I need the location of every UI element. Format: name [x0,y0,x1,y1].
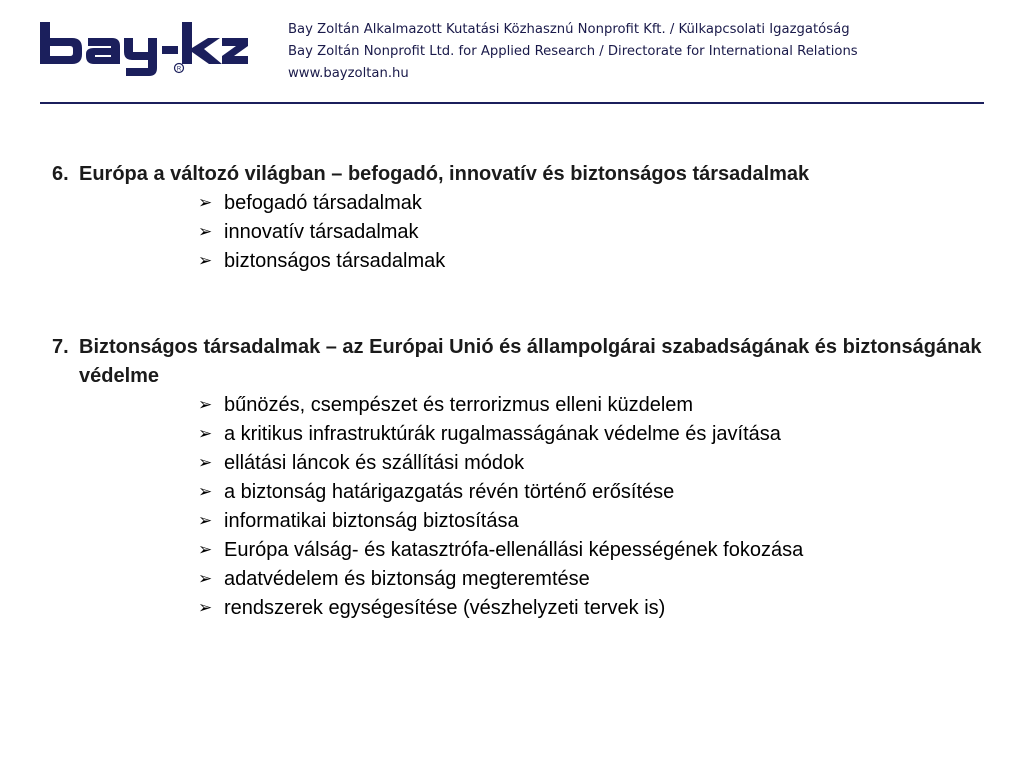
bay-zoltan-logo-mark [38,18,254,78]
arrow-bullet-icon: ➢ [198,193,213,213]
list-item-text: befogadó társadalmak [224,192,422,214]
arrow-bullet-icon: ➢ [198,511,213,531]
org-name-hu: Bay Zoltán Alkalmazott Kutatási Közhasznú Nonprofit Kft. / Külkapcsolati Igazgatóság [288,22,850,37]
bay-zoltan-logo [38,18,254,78]
section-spacer [52,276,1002,333]
list-item [198,478,1002,507]
section-7 [52,333,1002,623]
section-title: Európa a változó világban – befogadó, innovatív és biztonságos társadalmak [79,163,810,185]
svg-text:R: R [176,66,182,73]
org-website: www.bayzoltan.hu [288,66,409,81]
list-item [198,507,1002,536]
arrow-bullet-icon: ➢ [198,598,213,618]
organization-info [288,19,858,85]
list-item-text: ellátási láncok és szállítási módok [224,452,525,474]
arrow-bullet-icon: ➢ [198,540,213,560]
list-item-text: bűnözés, csempészet és terrorizmus elleni küzdelem [224,394,694,416]
arrow-bullet-icon: ➢ [198,424,213,444]
arrow-bullet-icon: ➢ [198,395,213,415]
list-item [198,420,1002,449]
section-heading [52,333,1002,391]
list-item [198,189,1002,218]
section-number: 7. [52,336,69,358]
section-number: 6. [52,163,69,185]
org-name-en: Bay Zoltán Nonprofit Ltd. for Applied Research / Directorate for International Relations [288,44,858,59]
list-item-text: biztonságos társadalmak [224,250,446,272]
list-item [198,565,1002,594]
list-item-text: a kritikus infrastruktúrák rugalmasságának védelme és javítása [224,423,781,445]
arrow-bullet-icon: ➢ [198,482,213,502]
section-title: Biztonságos társadalmak – az Európai Unió és állampolgárai szabadságának és biztonságának védelme [79,336,982,387]
bullet-list [52,391,1002,623]
section-heading [52,160,1002,189]
arrow-bullet-icon: ➢ [198,569,213,589]
list-item [198,449,1002,478]
list-item-text: a biztonság határigazgatás révén történő erősítése [224,481,675,503]
bullet-list [52,189,1002,276]
arrow-bullet-icon: ➢ [198,222,213,242]
list-item-text: informatikai biztonság biztosítása [224,510,519,532]
arrow-bullet-icon: ➢ [198,453,213,473]
section-6 [52,160,1002,276]
arrow-bullet-icon: ➢ [198,251,213,271]
document-body [52,160,1002,623]
list-item [198,536,1002,565]
list-item [198,247,1002,276]
list-item [198,218,1002,247]
list-item [198,391,1002,420]
list-item-text: innovatív társadalmak [224,221,419,243]
list-item-text: rendszerek egységesítése (vészhelyzeti tervek is) [224,597,666,619]
list-item-text: Európa válság- és katasztrófa-ellenállási képességének fokozása [224,539,804,561]
list-item [198,594,1002,623]
list-item-text: adatvédelem és biztonság megteremtése [224,568,590,590]
header-divider [40,102,984,104]
